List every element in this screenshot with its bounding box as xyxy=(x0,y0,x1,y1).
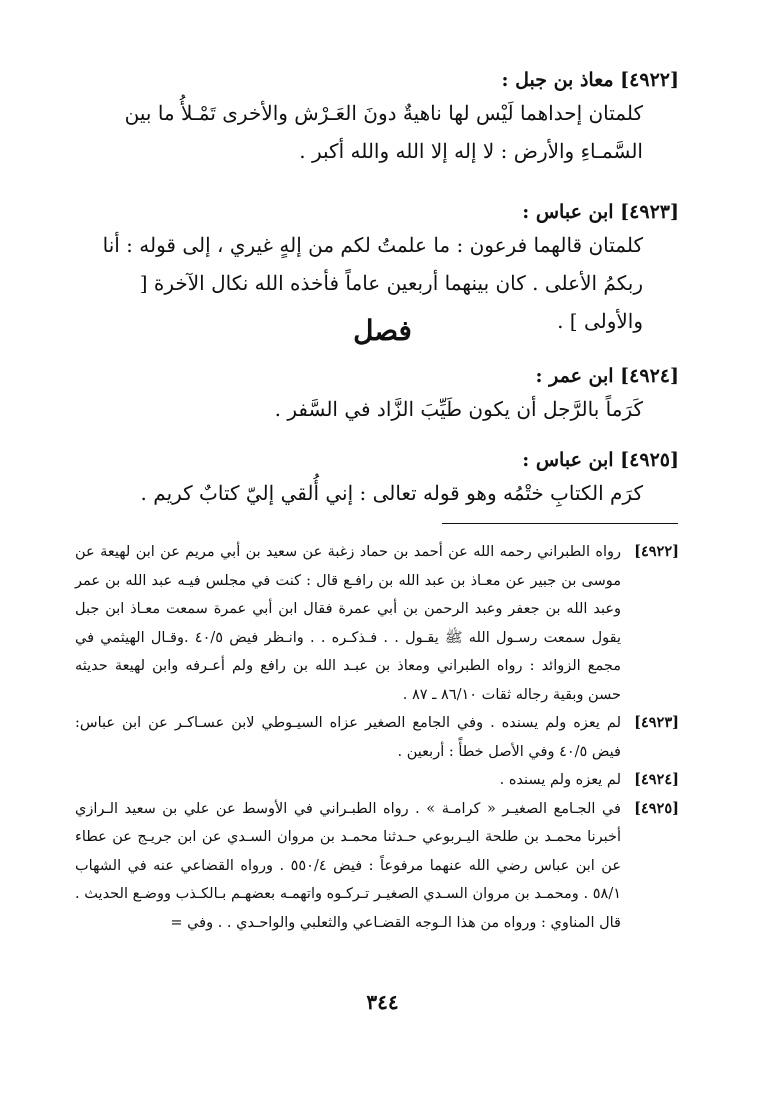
footnote-divider xyxy=(442,523,678,524)
footnote-text: رواه الطبراني رحمه الله عن أحمد بن حماد زغبة عن سعيد بن أبي مريم عن ابن لهيعة عن موسى بن جبير عن معـاذ بن عبد الله بن رافـع قال : كنت في مجلس فيـه عبد الله بن عمر وعبد الله بن جعفر وعبد الرحمن بن أبي عمرة فقال ابن أبي عمرة سمعت معـاذ ابن جبل يقول سمعت رسـول الله ﷺ يقـول . . فـذكـره . . وانـظر فيض ٤٠/٥ .وقـال الهيثمي في مجمع الزوائد : رواه الطبراني ومعاذ بن عبـد الله بن رافع ولم أعـرفه وابن لهيعة حديثه حسن وبقية رجاله ثقات ٨٦/١٠ ـ ٨٧ . xyxy=(75,544,621,703)
footnote-number: [٤٩٢٥] xyxy=(634,799,679,817)
footnote-4925 xyxy=(75,795,679,938)
footnote-4924 xyxy=(75,766,679,795)
section-title: فصل xyxy=(353,314,412,347)
footnote-number: [٤٩٢٣] xyxy=(634,714,679,731)
entry-heading xyxy=(79,66,679,94)
footnote-text: في الجـامع الصغيـر « كرامـة » . رواه الطبـراني في الأوسط عن علي بن سعيد الـرازي أخبرنا محمـد بن طلحة اليـربوعي حـدثنا محمـد بن مروان السـدي عن ابن جريـج عن عطاء عن ابن عباس رضي الله عنهما مرفوعاً : فيض ٥٥٠/٤ . ورواه القضاعي عنه في الشهاب ٥٨/١ . ومحمـد بن مروان السـدي الصغيـر تـركـوه واتهمـه بعضهـم بـالكـذب ووضـع الحديث . قال المناوي : ورواه من هذا الـوجه القضـاعي والثعلبي والواحـدي . . وفي = xyxy=(75,800,622,931)
entry-number: [٤٩٢٤] xyxy=(620,365,679,387)
entry-4922 xyxy=(79,66,679,170)
entry-text: كلمتان قالهما فرعون : ما علمتُ لكم من إلهٍ غيري ، إلى قوله : أنا ربكمُ الأعلى . كان بينهما أربعين عاماً فأخذه الله نكال الآخرة [ والأولى ] . xyxy=(102,233,643,333)
page-number: ٣٤٤ xyxy=(366,990,399,1014)
entry-text: كرَم الكتابِ ختْمُه وهو قوله تعالى : إني أُلقي إليّ كتابٌ كريم . xyxy=(140,481,643,505)
footnote-text: لم يعزه ولم يسنده . xyxy=(499,772,621,788)
entry-number: [٤٩٢٥] xyxy=(620,449,679,471)
entry-number: [٤٩٢٣] xyxy=(620,201,679,223)
entry-4925 xyxy=(79,446,679,512)
entry-narrator: ابن عباس : xyxy=(522,449,614,471)
entry-number: [٤٩٢٢] xyxy=(620,69,679,91)
entry-text: كَرَماً بالرَّجل أن يكون طَيِّبَ الزَّاد في السَّفر . xyxy=(274,397,643,421)
footnotes xyxy=(75,538,679,937)
footnote-number: [٤٩٢٤] xyxy=(634,771,679,788)
entry-heading xyxy=(79,446,679,474)
footnote-text: لم يعزه ولم يسنده . وفي الجامع الصغير عزاه السيـوطي لابن عسـاكـر عن ابن عباس: فيض ٤٠/٥ وفي الأصل خطأً : أربعين . xyxy=(75,715,621,760)
entry-narrator: ابن عمر : xyxy=(535,365,614,387)
entry-4924 xyxy=(79,362,679,428)
footnote-number: [٤٩٢٢] xyxy=(634,543,679,560)
entry-heading xyxy=(79,362,679,390)
entry-heading xyxy=(79,198,679,226)
entry-narrator: ابن عباس : xyxy=(522,201,614,223)
entry-text: كلمتان إحداهما لَيْس لها ناهيةٌ دونَ العَـرْش والأخرى تَمْـلأُ ما بين السَّمـاءِ والأرض : لا إله إلا الله والله أكبر . xyxy=(124,101,643,163)
footnote-4923 xyxy=(75,709,679,766)
entry-narrator: معاذ بن جبل : xyxy=(501,69,614,91)
footnote-4922 xyxy=(75,538,679,709)
